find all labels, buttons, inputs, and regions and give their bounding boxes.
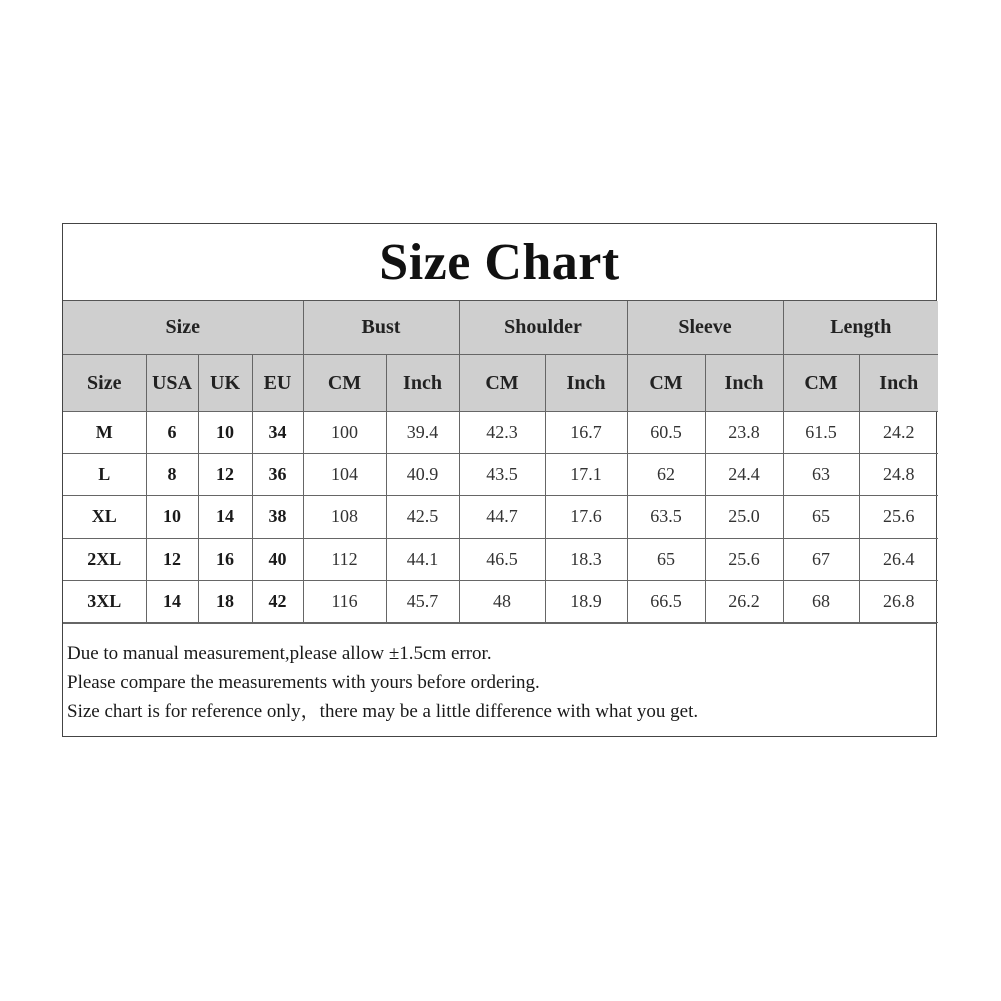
cell-sleeve-inch: 26.2 [705,580,783,622]
cell-usa: 6 [146,412,198,454]
group-header-size: Size [63,301,303,355]
cell-size: L [63,454,146,496]
table-row [63,580,938,622]
cell-shoulder-cm: 42.3 [459,412,545,454]
sub-header-sleeve-inch: Inch [705,355,783,412]
table-row [63,538,938,580]
group-header-row [63,301,938,355]
cell-eu: 42 [252,580,303,622]
cell-sleeve-cm: 60.5 [627,412,705,454]
sub-header-uk: UK [198,355,252,412]
cell-usa: 12 [146,538,198,580]
sub-header-shoulder-inch: Inch [545,355,627,412]
cell-uk: 16 [198,538,252,580]
cell-shoulder-inch: 17.6 [545,496,627,538]
cell-shoulder-inch: 16.7 [545,412,627,454]
note-line: Size chart is for reference only，there may be a little difference with what you get. [67,700,699,722]
cell-eu: 36 [252,454,303,496]
cell-uk: 14 [198,496,252,538]
cell-size: M [63,412,146,454]
sub-header-sleeve-cm: CM [627,355,705,412]
cell-length-cm: 68 [783,580,859,622]
table-row [63,412,938,454]
size-chart [62,223,937,737]
cell-uk: 10 [198,412,252,454]
sub-header-shoulder-cm: CM [459,355,545,412]
cell-length-inch: 25.6 [859,496,938,538]
cell-shoulder-inch: 18.9 [545,580,627,622]
table-row [63,454,938,496]
sub-header-bust-inch: Inch [386,355,459,412]
title-row [63,224,936,301]
cell-sleeve-inch: 25.6 [705,538,783,580]
cell-length-inch: 24.8 [859,454,938,496]
cell-bust-inch: 40.9 [386,454,459,496]
cell-bust-cm: 104 [303,454,386,496]
cell-sleeve-inch: 23.8 [705,412,783,454]
cell-bust-inch: 45.7 [386,580,459,622]
cell-shoulder-inch: 17.1 [545,454,627,496]
cell-length-inch: 26.8 [859,580,938,622]
cell-shoulder-cm: 48 [459,580,545,622]
cell-eu: 38 [252,496,303,538]
cell-length-cm: 61.5 [783,412,859,454]
cell-shoulder-cm: 44.7 [459,496,545,538]
notes [63,623,936,726]
sub-header-eu: EU [252,355,303,412]
group-header-sleeve: Sleeve [627,301,783,355]
cell-eu: 40 [252,538,303,580]
cell-uk: 12 [198,454,252,496]
cell-sleeve-inch: 25.0 [705,496,783,538]
group-header-length: Length [783,301,938,355]
cell-length-cm: 65 [783,496,859,538]
sub-header-usa: USA [146,355,198,412]
cell-length-cm: 63 [783,454,859,496]
sub-header-row [63,355,938,412]
size-table [63,301,938,623]
cell-uk: 18 [198,580,252,622]
cell-sleeve-cm: 66.5 [627,580,705,622]
cell-shoulder-cm: 46.5 [459,538,545,580]
cell-sleeve-cm: 62 [627,454,705,496]
cell-length-inch: 26.4 [859,538,938,580]
group-header-bust: Bust [303,301,459,355]
cell-bust-cm: 112 [303,538,386,580]
cell-bust-cm: 116 [303,580,386,622]
cell-size: 2XL [63,538,146,580]
cell-bust-cm: 100 [303,412,386,454]
cell-sleeve-cm: 65 [627,538,705,580]
cell-size: 3XL [63,580,146,622]
cell-sleeve-inch: 24.4 [705,454,783,496]
cell-eu: 34 [252,412,303,454]
cell-bust-inch: 42.5 [386,496,459,538]
cell-usa: 14 [146,580,198,622]
cell-length-inch: 24.2 [859,412,938,454]
cell-bust-inch: 44.1 [386,538,459,580]
cell-usa: 10 [146,496,198,538]
note-line: Due to manual measurement,please allow ±1.5cm error. [67,642,492,664]
sub-header-bust-cm: CM [303,355,386,412]
chart-title: Size Chart [379,233,620,291]
cell-length-cm: 67 [783,538,859,580]
cell-usa: 8 [146,454,198,496]
cell-size: XL [63,496,146,538]
note-line: Please compare the measurements with yours before ordering. [67,671,540,693]
cell-bust-cm: 108 [303,496,386,538]
cell-shoulder-cm: 43.5 [459,454,545,496]
cell-shoulder-inch: 18.3 [545,538,627,580]
group-header-shoulder: Shoulder [459,301,627,355]
cell-bust-inch: 39.4 [386,412,459,454]
sub-header-size: Size [63,355,146,412]
cell-sleeve-cm: 63.5 [627,496,705,538]
table-row [63,496,938,538]
sub-header-length-inch: Inch [859,355,938,412]
sub-header-length-cm: CM [783,355,859,412]
